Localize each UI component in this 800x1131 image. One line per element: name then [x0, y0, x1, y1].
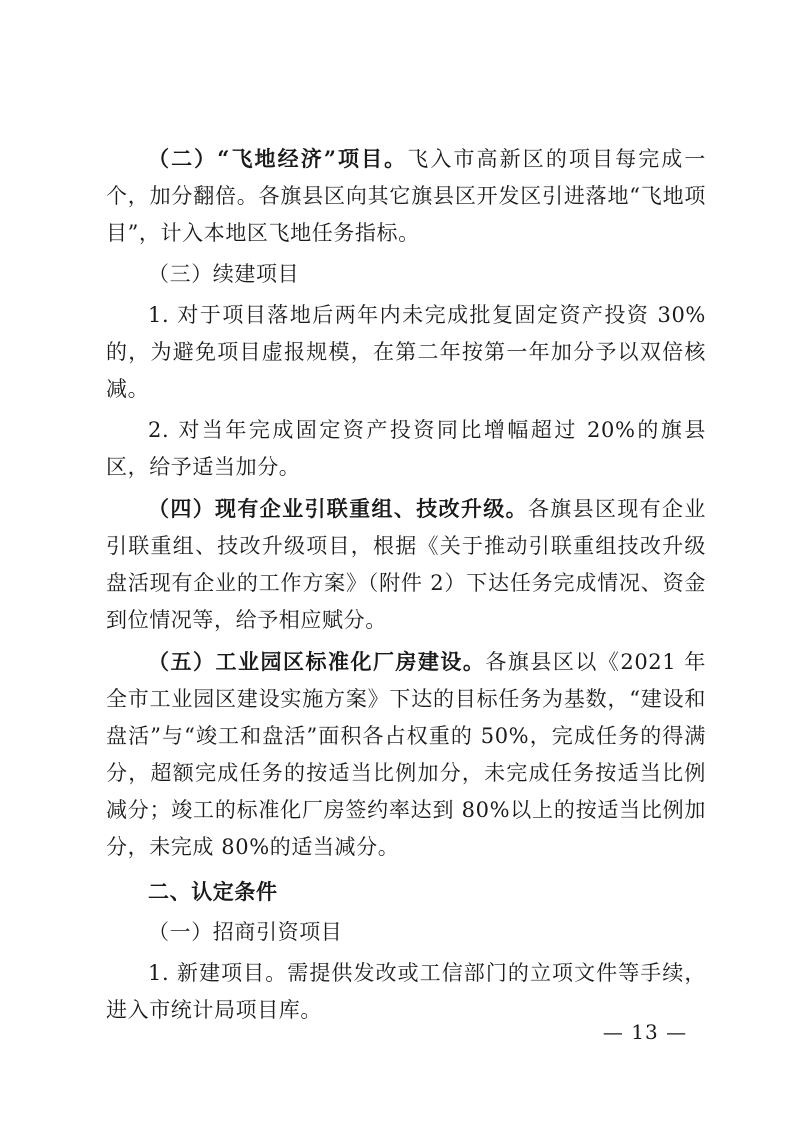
paragraph-flying-land-economy	[106, 140, 706, 252]
paragraph-text-flying-land: 飞入市高新区的项目每完成一个，加分翻倍。各旗县区向其它旗县区开发区引进落地“飞地项目”，计入本地区飞地任务指标。	[106, 147, 706, 245]
paragraph-enterprise-restructuring	[106, 490, 706, 639]
paragraph-new-projects: 1. 新建项目。需提供发改或工信部门的立项文件等手续，进入市统计局项目库。	[106, 961, 706, 1022]
paragraph-text-restructuring: 各旗县区现有企业引联重组、技改升级项目，根据《关于推动引联重组技改升级盘活现有企业的工作方案》（附件 2）下达任务完成情况、资金到位情况等，给予相应赋分。	[106, 497, 706, 632]
heading-continued-projects: （三）续建项目	[148, 262, 300, 286]
paragraph-lead-flying-land: （二）“飞地经济”项目。	[148, 146, 408, 171]
paragraph-standard-factory	[106, 643, 706, 866]
page-number: — 13 —	[602, 1020, 688, 1044]
paragraph-continued-item-2: 2. 对当年完成固定资产投资同比增幅超过 20%的旗县区，给予适当加分。	[106, 418, 706, 479]
paragraph-lead-standard-factory: （五）工业园区标准化厂房建设。	[148, 649, 486, 674]
section-heading-criteria: 二、认定条件	[148, 879, 278, 904]
document-body	[106, 140, 706, 1029]
subheading-investment-projects: （一）招商引资项目	[148, 920, 343, 944]
paragraph-lead-restructuring: （四）现有企业引联重组、技改升级。	[148, 496, 528, 521]
paragraph-text-standard-factory: 各旗县区以《2021 年全市工业园区建设实施方案》下达的目标任务为基数，“建设和盘活”与“竣工和盘活”面积各占权重的 50%，完成任务的得满分，超额完成任务的按适当比例加分，未完成任务按适当比例减分；竣工的标准化厂房签约率达到 80%以上的按适当比例加分，未完成 80%的适当减分。	[106, 650, 706, 859]
paragraph-continued-item-1: 1. 对于项目落地后两年内未完成批复固定资产投资 30% 的，为避免项目虚报规模，在第二年按第一年加分予以双倍核减。	[106, 303, 706, 401]
